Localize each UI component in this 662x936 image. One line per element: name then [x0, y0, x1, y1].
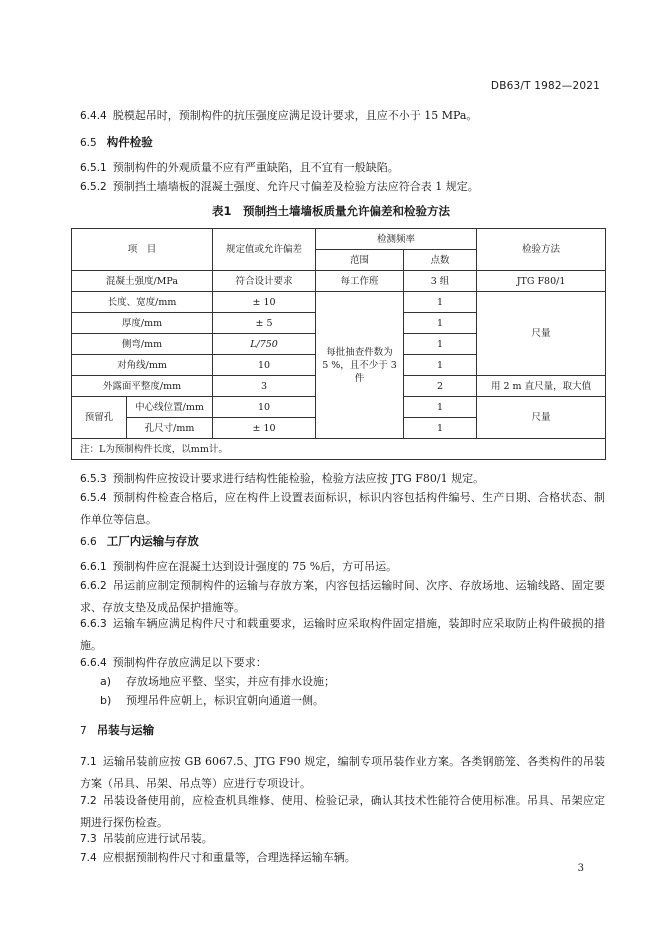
clause-number: 7.2 [80, 795, 97, 807]
row-centerline-points: 1 [404, 397, 477, 418]
row-length-item: 长度、宽度/mm [72, 292, 213, 313]
clause-text: 运输吊装前应按 GB 6067.5、JTG F90 规定，编制专项吊装作业方案。各类钢筋笼、各类构件的吊装方案（吊具、吊架、吊点等）应进行专项设计。 [80, 755, 605, 790]
section-title: 构件检验 [106, 135, 153, 149]
clause-text: 吊运前应制定预制构件的运输与存放方案，内容包括运输时间、次序、存放场地、运输线路、固定要求、存放支垫及成品保护措施等。 [80, 579, 605, 614]
clause-text: 脱模起吊时，预制构件的抗压强度应满足设计要求，且应不小于 15 MPa。 [112, 109, 478, 122]
row-flatness-points: 2 [404, 376, 477, 397]
clause-number: 7.3 [80, 833, 97, 845]
row-bend-allowed: L/750 [213, 334, 316, 355]
clause-text: 应根据预制构件尺寸和重量等，合理选择运输车辆。 [102, 851, 356, 864]
row-length-points: 1 [404, 292, 477, 313]
table-note: 注：L为预制构件长度，以mm计。 [72, 439, 606, 460]
clause-text: 吊装设备使用前，应检查机具维修、使用、检验记录，确认其技术性能符合使用标准。吊具、吊架应定期进行探伤检查。 [80, 794, 605, 829]
document-id-header: DB63/T 1982—2021 [490, 80, 600, 92]
row-concrete-points: 3 组 [404, 271, 477, 292]
row-flatness-item: 外露面平整度/mm [72, 376, 213, 397]
clause-6-5-4 [80, 487, 605, 530]
row-centerline-allowed: 10 [213, 397, 316, 418]
row-flatness-method: 用 2 m 直尺量，取大值 [477, 376, 606, 397]
row-centerline-item: 中心线位置/mm [127, 397, 213, 418]
header-points: 点数 [404, 250, 477, 271]
clause-7-2 [80, 790, 605, 833]
clause-number: 6.5.1 [80, 162, 107, 174]
clause-number: 6.5.3 [80, 473, 107, 485]
list-item-b [100, 690, 324, 711]
header-frequency: 检测频率 [316, 229, 477, 250]
section-title: 工厂内运输与存放 [106, 534, 199, 548]
clause-7-1 [80, 751, 605, 794]
section-number: 6.6 [80, 536, 97, 548]
measure-method-cell-2: 尺量 [477, 397, 606, 439]
row-diagonal-item: 对角线/mm [72, 355, 213, 376]
row-concrete-method: JTG F80/1 [477, 271, 606, 292]
row-bend-points: 1 [404, 334, 477, 355]
measure-method-cell: 尺量 [477, 292, 606, 376]
row-concrete-allowed: 符合设计要求 [213, 271, 316, 292]
clause-number: 7.4 [80, 852, 97, 864]
row-diagonal-points: 1 [404, 355, 477, 376]
clause-text: 运输车辆应满足构件尺寸和载重要求，运输时应采取构件固定措施，装卸时应采取防止构件破损的措施。 [80, 617, 605, 652]
clause-6-6-3 [80, 613, 605, 656]
clause-6-5-2 [80, 176, 605, 198]
row-hole-size-item: 孔尺寸/mm [127, 418, 213, 439]
row-bend-item: 侧弯/mm [72, 334, 213, 355]
clause-number: 6.6.2 [80, 580, 107, 592]
row-thickness-allowed: ± 5 [213, 313, 316, 334]
row-concrete-item: 混凝土强度/MPa [72, 271, 213, 292]
clause-text: 吊装前应进行试吊装。 [102, 832, 213, 845]
section-number: 7 [80, 725, 87, 737]
section-heading-7 [80, 720, 154, 742]
clause-number: 6.5.2 [80, 181, 107, 193]
section-heading-6-5 [80, 132, 153, 154]
clause-number: 6.6.4 [80, 657, 107, 669]
clause-number: 6.4.4 [80, 110, 107, 122]
list-letter: a) [100, 675, 112, 688]
section-number: 6.5 [80, 137, 97, 149]
list-text: 存放场地应平整、坚实，并应有排水设施； [126, 675, 335, 688]
header-allowed: 规定值或允许偏差 [213, 229, 316, 271]
section-title: 吊装与运输 [96, 723, 155, 737]
clause-6-6-2 [80, 575, 605, 618]
row-flatness-allowed: 3 [213, 376, 316, 397]
header-method: 检验方法 [477, 229, 606, 271]
header-item: 项 目 [72, 229, 213, 271]
quality-tolerance-table [71, 228, 606, 460]
clause-text: 预制构件的外观质量不应有严重缺陷，且不宜有一般缺陷。 [112, 161, 399, 174]
clause-7-4 [80, 847, 605, 869]
list-letter: b) [100, 694, 112, 707]
row-concrete-range: 每工作班 [316, 271, 404, 292]
row-thickness-points: 1 [404, 313, 477, 334]
clause-number: 6.6.3 [80, 618, 107, 630]
row-diagonal-allowed: 10 [213, 355, 316, 376]
clause-number: 6.6.1 [80, 561, 107, 573]
table-caption: 表1 预制挡土墙墙板质量允许偏差和检验方法 [212, 204, 450, 218]
clause-text: 预制构件检查合格后，应在构件上设置表面标识，标识内容包括构件编号、生产日期、合格状态、制作单位等信息。 [80, 491, 605, 526]
section-heading-6-6 [80, 531, 199, 553]
batch-range-cell: 每批抽查件数为 5 %，且不少于 3 件 [316, 292, 404, 439]
clause-6-4-4 [80, 105, 605, 127]
row-hole-size-allowed: ± 10 [213, 418, 316, 439]
header-range: 范围 [316, 250, 404, 271]
clause-text: 预制挡土墙墙板的混凝土强度、允许尺寸偏差及检验方法应符合表 1 规定。 [112, 180, 479, 193]
page-number: 3 [577, 863, 584, 874]
clause-text: 预制构件存放应满足以下要求： [112, 656, 267, 669]
list-text: 预埋吊件应朝上，标识宜朝向通道一侧。 [126, 694, 324, 707]
clause-text: 预制构件应按设计要求进行结构性能检验，检验方法应按 JTG F80/1 规定。 [112, 472, 485, 485]
row-thickness-item: 厚度/mm [72, 313, 213, 334]
reserved-hole-cell: 预留孔 [72, 397, 127, 439]
clause-number: 7.1 [80, 756, 97, 768]
list-item-a [100, 671, 335, 692]
clause-number: 6.5.4 [80, 492, 107, 504]
row-length-allowed: ± 10 [213, 292, 316, 313]
row-hole-size-points: 1 [404, 418, 477, 439]
clause-text: 预制构件应在混凝土达到设计强度的 75 %后，方可吊运。 [112, 560, 398, 573]
